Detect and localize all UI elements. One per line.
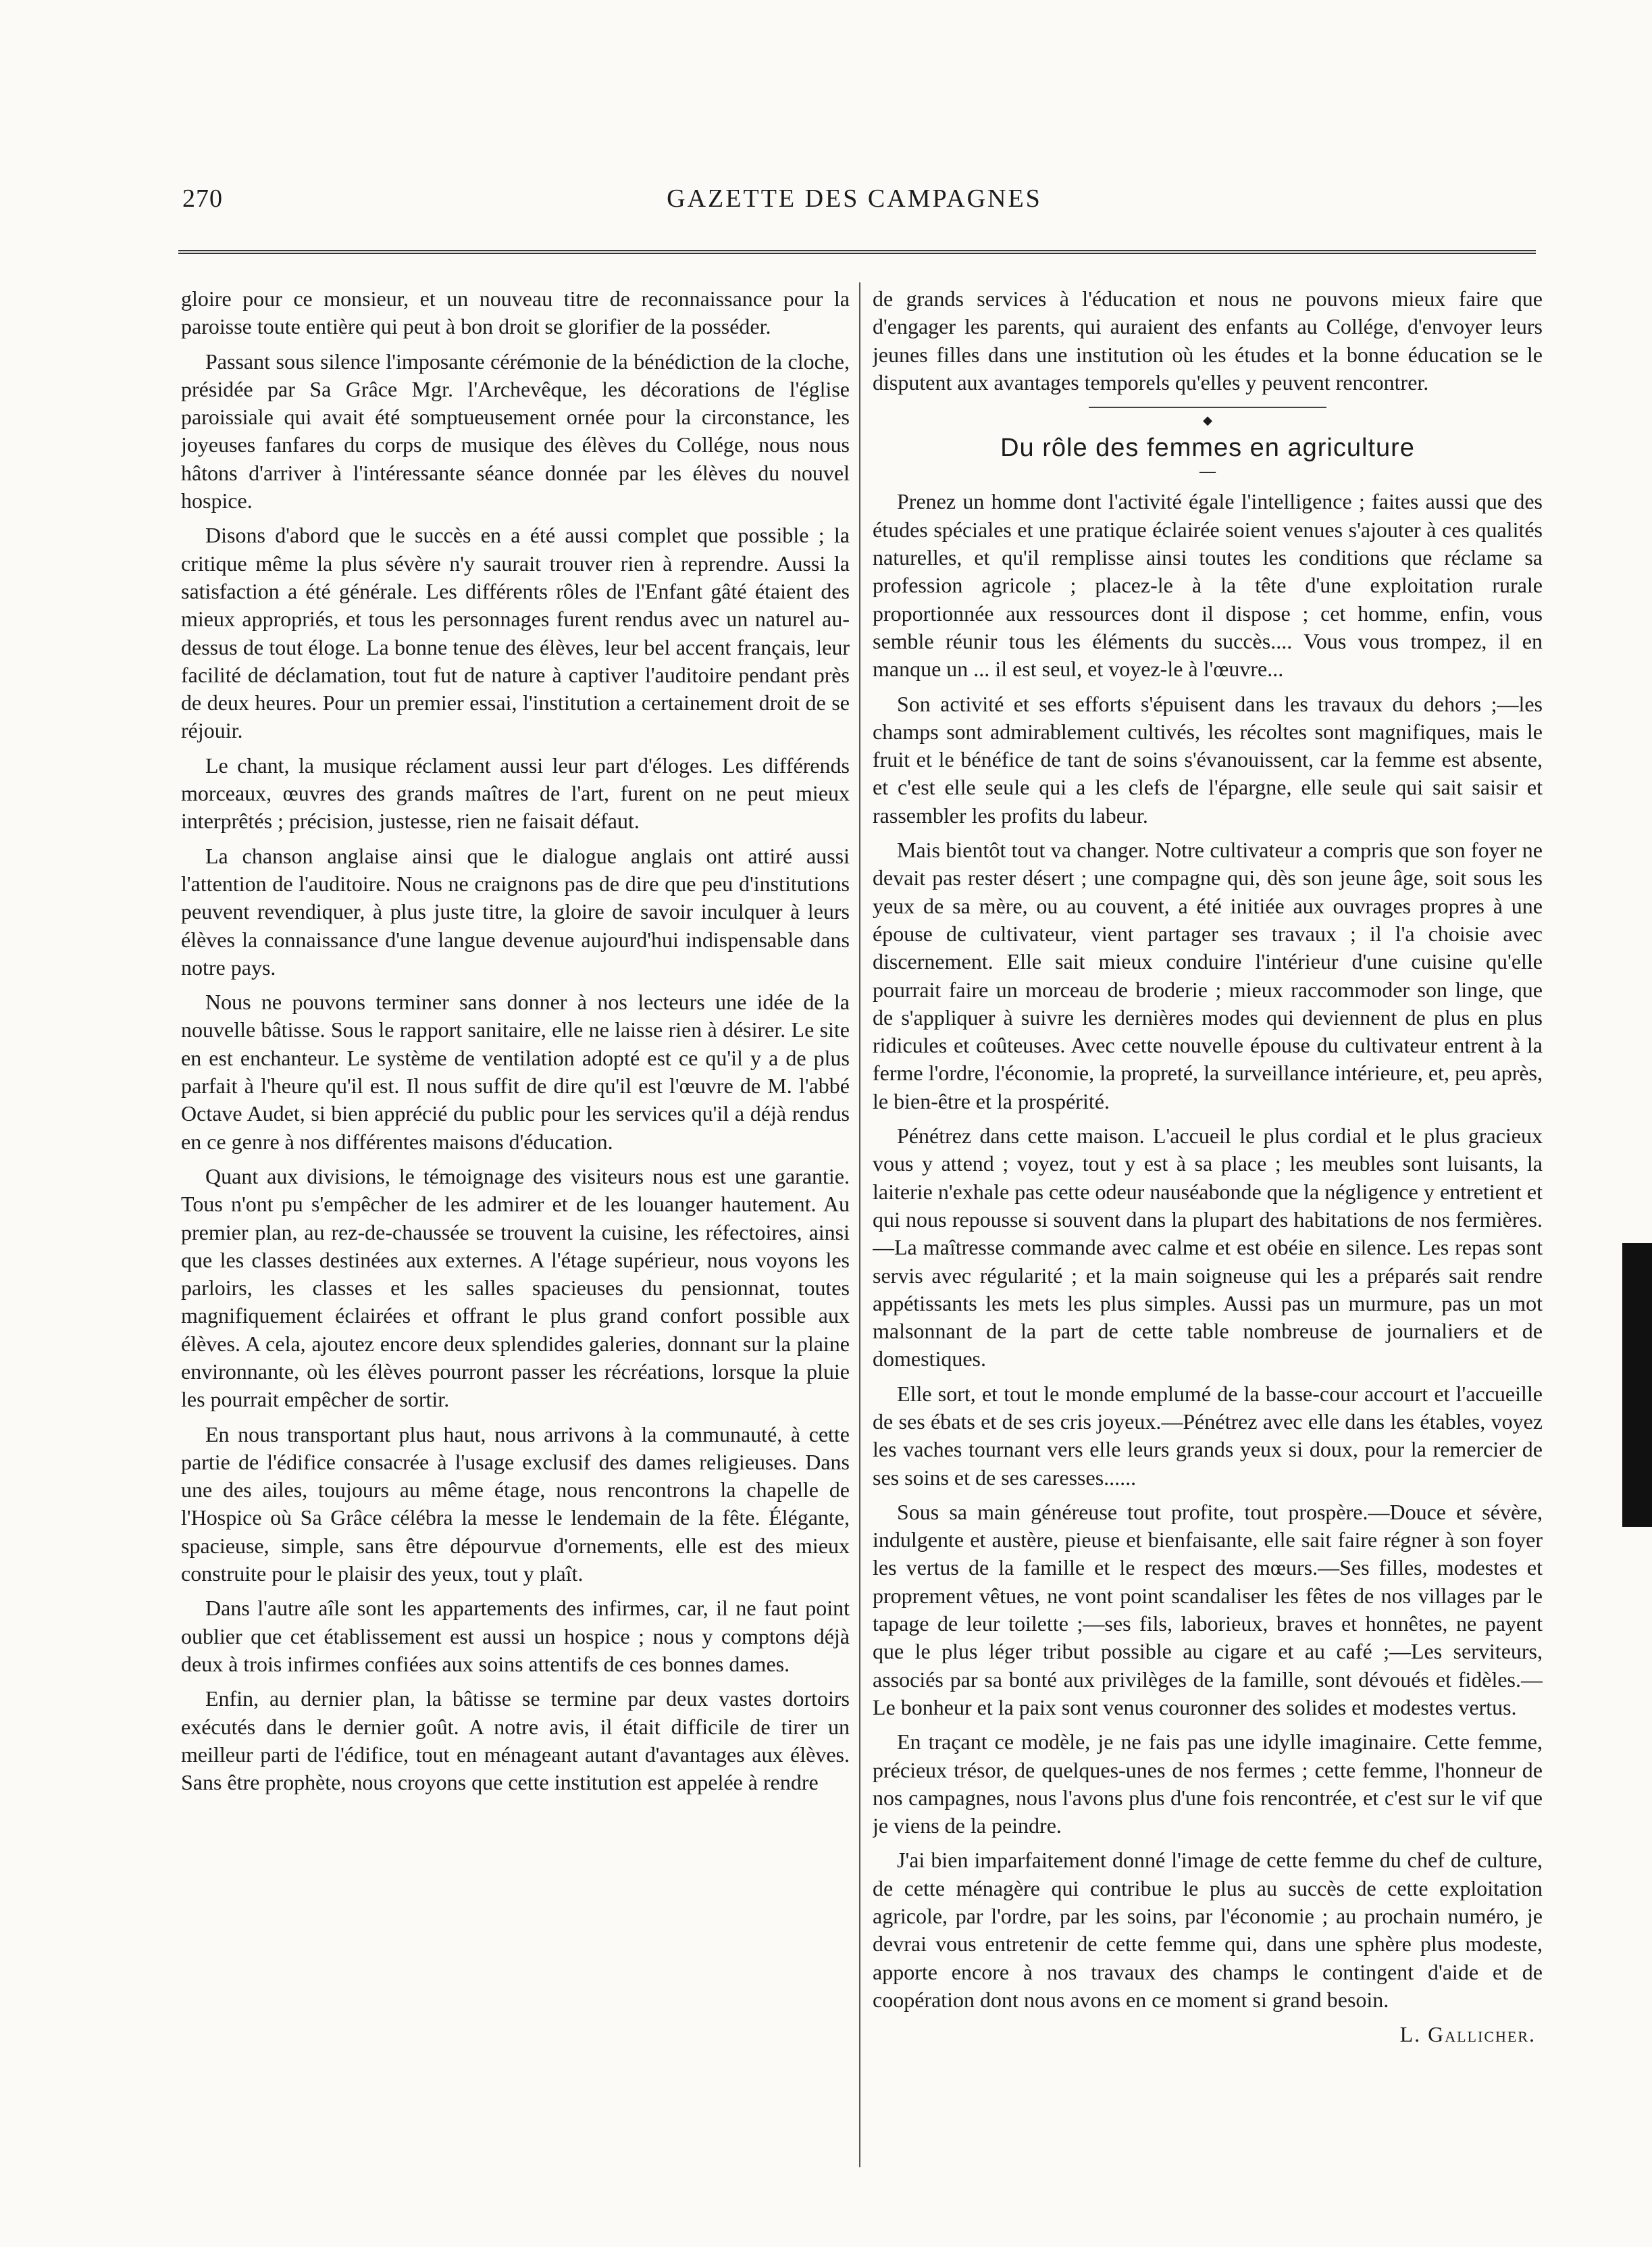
paragraph: Disons d'abord que le succès en a été aussi complet que possible ; la critique même la plus sévère n'y saurait trouver rien à reprendre. Aussi la satisfaction a été générale. Les différents rôles de l'Enfant gâté étaient des mieux appropriés, et tous les personnages furent rendus avec un naturel au-dessus de tout éloge. La bonne tenue des élèves, leur bel accent français, leur facilité de déclamation, tout fut de nature à captiver l'auditoire pendant près de deux heures. Pour un premier essai, l'institution a certainement droit de se réjouir. bbox=[181, 523, 850, 743]
paragraph: Elle sort, et tout le monde emplumé de la basse-cour accourt et l'accueille de ses ébats et de ses cris joyeux.—Pénétrez avec elle dans les étables, voyez les vaches tournant vers elle leurs grands yeux si doux, pour la remercier de ses soins et de ses caresses...... bbox=[873, 1381, 1543, 1490]
paragraph: Prenez un homme dont l'activité égale l'intelligence ; faites aussi que des études spéciales et une pratique éclairée soient venues s'ajouter à ces qualités naturelles, et qu'il remplisse ainsi toutes les conditions que réclame sa profession agricole ; placez-le à la tête d'une exploitation rurale proportionnée aux ressources dont il dispose ; cet homme, enfin, vous semble réunir tous les éléments du succès.... Vous vous trompez, il en manque un ... il est seul, et voyez-le à l'œuvre... bbox=[873, 489, 1543, 682]
scan-edge-mark bbox=[1622, 1243, 1652, 1527]
paragraph: Le chant, la musique réclament aussi leur part d'éloges. Les différends morceaux, œuvres des grands maîtres de l'art, furent on ne peut mieux interprêtés ; précision, justesse, rien ne faisait défaut. bbox=[181, 753, 850, 834]
paragraph: Quant aux divisions, le témoignage des visiteurs nous est une garantie. Tous n'ont pu s'empêcher de les admirer et de les louanger hautement. Au premier plan, au rez-de-chaussée se trouvent la cuisine, les réfectoires, ainsi que les classes destinées aux externes. A l'étage supérieur, nous voyons les parloirs, les classes et les salles spacieuses du pensionnat, toutes magnifiquement éclairées et offrant le plus grand confort possible aux élèves. A cela, ajoutez encore deux splendides galeries, donnant sur la plaine environnante, où les élèves pourront passer les récréations, lorsque la pluie les pourrait empêcher de sortir. bbox=[181, 1163, 850, 1412]
paragraph: En nous transportant plus haut, nous arrivons à la communauté, à cette partie de l'édifice consacrée à l'usage exclusif des dames religieuses. Dans une des ailes, toujours au même étage, nous rencontrons la chapelle de l'Hospice où Sa Grâce célébra la messe le lendemain de la fête. Élégante, spacieuse, simple, sans être dépourvue d'ornements, elle est des mieux construite pour le plaisir des yeux, tout y plaît. bbox=[181, 1421, 850, 1586]
separator-ornament-icon: ◆ bbox=[1197, 413, 1218, 427]
paragraph: Sous sa main généreuse tout profite, tout prospère.—Douce et sévère, indulgente et austère, pieuse et bienfaisante, elle sait faire régner à son foyer les vertus de la famille et le respect des mœurs.—Ses filles, modestes et proprement vêtues, ne vont point scandaliser les fêtes de nos villages par le tapage de leur toilette ;—ses fils, laborieux, braves et honnêtes, ne payent que le plus léger tribut possible au cigare et au café ;—Les serviteurs, associés par sa bonté aux privilèges de la famille, sont dévoués et fidèles.—Le bonheur et la paix sont venus couronner des solides et modestes vertus. bbox=[873, 1499, 1543, 1719]
paragraph: Dans l'autre aîle sont les appartements des infirmes, car, il ne faut point oublier que cet établissement est aussi un hospice ; nous y comptons déjà deux à trois infirmes confiées aux soins attentifs de ces bonnes dames. bbox=[181, 1596, 850, 1676]
paragraph: La chanson anglaise ainsi que le dialogue anglais ont attiré aussi l'attention de l'auditoire. Nous ne craignons pas de dire que peu d'institutions peuvent revendiquer, à plus juste titre, la gloire de savoir inculquer à leurs élèves la connaissance d'une langue devenue aujourd'hui indispensable dans notre pays. bbox=[181, 843, 850, 980]
column-divider bbox=[859, 282, 860, 2167]
paragraph: J'ai bien imparfaitement donné l'image de cette femme du chef de culture, de cette ménagère qui contribue le plus au succès de cette exploitation agricole, par l'ordre, par les soins, par l'économie ; au prochain numéro, je devrai vous entretenir de cette femme qui, dans une sphère plus modeste, apporte encore à nos travaux des champs le contingent d'aide et de coopération dont nous avons en ce moment si grand besoin. bbox=[873, 1848, 1543, 2012]
page-number: 270 bbox=[182, 184, 223, 213]
paragraph: Pénétrez dans cette maison. L'accueil le plus cordial et le plus gracieux vous y attend ; voyez, tout y est à sa place ; les meubles sont luisants, la laiterie n'exhale pas cette odeur nauséabonde que la négligence y entretient et qui nous repousse si souvent dans la plupart des habitations de nos fermières.—La maîtresse commande avec calme et est obéie en silence. Les repas sont servis avec régularité ; et la main soigneuse qui les a préparés sait rendre appétissants les mets les plus simples. Aussi pas un murmure, pas un mot malsonnant de la part de cette table nombreuse de journaliers et de domestiques. bbox=[873, 1124, 1543, 1371]
paragraph: Nous ne pouvons terminer sans donner à nos lecteurs une idée de la nouvelle bâtisse. Sous le rapport sanitaire, elle ne laisse rien à désirer. Le site en est enchanteur. Le système de ventilation adopté est ce qu'il y a de plus parfait à l'heure qu'il est. Il nous suffit de dire qu'il est l'œuvre de M. l'abbé Octave Audet, si bien apprécié du public pour les services qu'il a déjà rendus en ce genre à nos différentes maisons d'éducation. bbox=[181, 990, 850, 1154]
paragraph: Mais bientôt tout va changer. Notre cultivateur a compris que son foyer ne devait pas rester désert ; une compagne qui, dès son jeune âge, soit sous les yeux de sa mère, ou au couvent, a été initiée aux ouvrages propres à une épouse de cultivateur, vient partager ses travaux ; il l'a choisie avec discernement. Elle sait mieux conduire l'intérieur d'une cuisine qu'elle pourrait faire un morceau de broderie ; mieux raccommoder son linge, que de s'appliquer à suivre les dernières modes qui deviennent de plus en plus ridicules et coûteuses. Avec cette nouvelle épouse du cultivateur entrent à la ferme l'ordre, l'économie, la propreté, la surveillance intérieure, et, peu après, le bien-être et la prospérité. bbox=[873, 838, 1543, 1113]
paragraph: de grands services à l'éducation et nous ne pouvons mieux faire que d'engager les parents, qui auraient des enfants au Collége, d'envoyer leurs jeunes filles dans une institution où les études et la bonne éducation se le disputent aux avantages temporels qu'elles y peuvent rencontrer. bbox=[873, 286, 1543, 395]
paragraph: Passant sous silence l'imposante cérémonie de la bénédiction de la cloche, présidée par Sa Grâce Mgr. l'Archevêque, les décorations de l'église paroissiale qui avait été somptueusement ornée pour la circonstance, les joyeuses fanfares du corps de musique des élèves du Collége, nous nous hâtons d'arriver à l'intéressante séance donnée par les élèves du nouvel hospice. bbox=[181, 349, 850, 513]
publication-title: GAZETTE DES CAMPAGNES bbox=[667, 184, 1042, 213]
header-rule bbox=[178, 250, 1536, 254]
section-separator bbox=[873, 403, 1543, 428]
title-dash: — bbox=[1199, 463, 1216, 481]
paragraph: En traçant ce modèle, je ne fais pas une idylle imaginaire. Cette femme, précieux trésor, de quelques-unes de nos fermes ; cette femme, l'honneur de nos campagnes, nous l'avons plus d'une fois rencontrée, et c'est sur le vif que je viens de la peindre. bbox=[873, 1730, 1543, 1838]
paragraph: Son activité et ses efforts s'épuisent dans les travaux du dehors ;—les champs sont admirablement cultivés, les récoltes sont magnifiques, mais le fruit et le bénéfice de tant de soins s'évanouissent, car la femme est absente, et c'est elle seule qui a les clefs de l'épargne, elle seule qui sait saisir et rassembler les profits du labeur. bbox=[873, 691, 1543, 828]
author-signature: L. Gallicher. bbox=[1399, 2022, 1536, 2047]
right-column bbox=[873, 285, 1543, 2123]
page-header bbox=[182, 184, 1526, 218]
article-title: Du rôle des femmes en agriculture bbox=[1000, 434, 1415, 463]
paragraph: gloire pour ce monsieur, et un nouveau titre de reconnaissance pour la paroisse toute entière qui peut à bon droit se glorifier de la posséder. bbox=[181, 286, 850, 339]
paragraph: Enfin, au dernier plan, la bâtisse se termine par deux vastes dortoirs exécutés dans le dernier goût. A notre avis, il était difficile de tirer un meilleur parti de l'édifice, tout en ménageant autant d'avantages aux élèves. Sans être prophète, nous croyons que cette institution est appelée à rendre bbox=[181, 1686, 850, 1795]
left-column bbox=[181, 285, 850, 2170]
